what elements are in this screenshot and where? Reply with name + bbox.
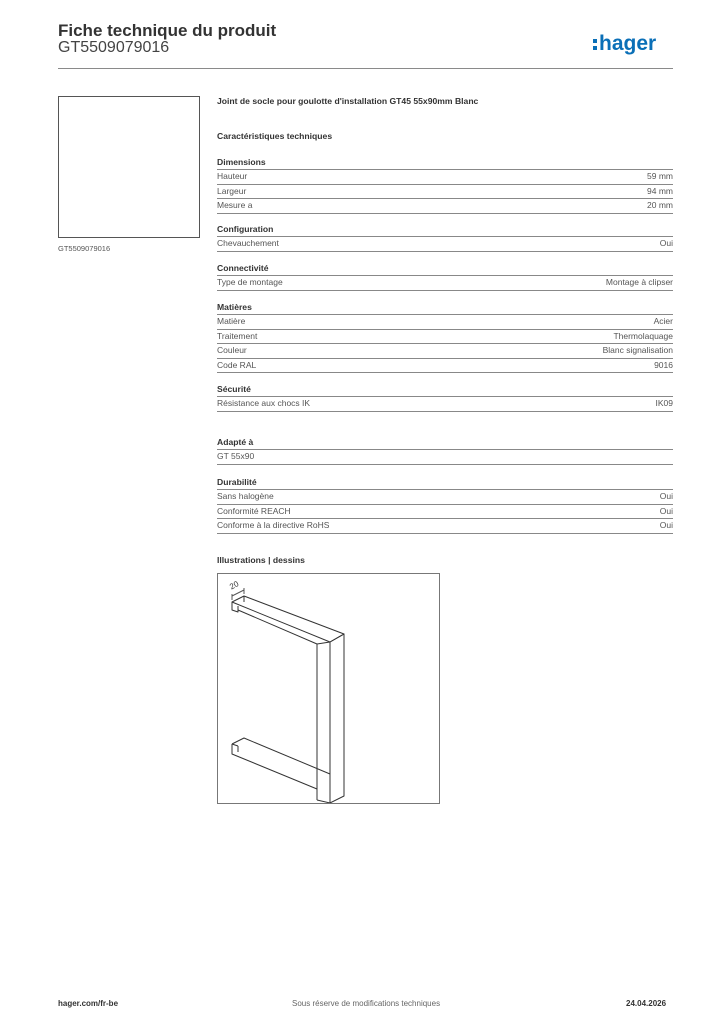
spec-label: Mesure a: [217, 200, 253, 211]
spec-label: Hauteur: [217, 171, 248, 181]
section-title: Dimensions: [217, 157, 266, 167]
spec-value: Blanc signalisation: [602, 345, 673, 356]
product-thumbnail: [58, 96, 200, 238]
spec-label: Type de montage: [217, 277, 283, 287]
joint-drawing: [218, 574, 439, 803]
spec-value: IK09: [655, 398, 673, 408]
section-dimensions: [217, 155, 673, 214]
spec-row: [217, 449, 673, 465]
document-title: Fiche technique du produit: [58, 21, 277, 40]
spec-row: [217, 358, 673, 374]
spec-value: Oui: [659, 520, 673, 531]
technical-drawing: [217, 573, 440, 804]
logo-text: hager: [599, 32, 657, 55]
section-title: Durabilité: [217, 477, 257, 487]
spec-row: [217, 343, 673, 358]
product-reference: GT5509079016: [58, 39, 170, 56]
section-matieres: [217, 300, 673, 373]
spec-label: Couleur: [217, 345, 247, 356]
hager-logo: [592, 30, 674, 58]
section-connectivite: [217, 261, 673, 291]
section-title: Matières: [217, 302, 252, 312]
spec-value: Oui: [659, 505, 673, 516]
spec-label: GT 55x90: [217, 451, 255, 461]
spec-row: [217, 314, 673, 329]
section-configuration: [217, 222, 673, 252]
spec-row: [217, 504, 673, 519]
spec-label: Résistance aux chocs IK: [217, 398, 311, 408]
spec-value: Acier: [653, 316, 673, 326]
spec-value: 20 mm: [647, 200, 673, 211]
spec-label: Matière: [217, 316, 246, 326]
spec-row: [217, 489, 673, 504]
section-adapte: [217, 435, 673, 465]
section-title: Configuration: [217, 224, 274, 234]
footer-date: 24.04.2026: [626, 999, 667, 1008]
spec-value: 9016: [654, 359, 673, 370]
section-durabilite: [217, 475, 673, 534]
spec-label: Conformité REACH: [217, 505, 291, 516]
section-title: Connectivité: [217, 263, 269, 273]
spec-row: [217, 518, 673, 534]
section-title: Adapté à: [217, 437, 254, 447]
spec-row: [217, 236, 673, 252]
spec-label: Traitement: [217, 330, 258, 341]
product-name: Joint de socle pour goulotte d'installation GT45 55x90mm Blanc: [217, 96, 479, 106]
footer-website[interactable]: hager.com/fr-be: [58, 999, 119, 1008]
spec-value: Oui: [659, 491, 673, 501]
spec-label: Sans halogène: [217, 491, 274, 501]
characteristics-heading: Caractéristiques techniques: [217, 131, 333, 141]
spec-row: [217, 198, 673, 214]
spec-row: [217, 184, 673, 199]
illustrations-title: Illustrations | dessins: [217, 555, 305, 565]
dimension-label: 20: [228, 579, 241, 592]
spec-label: Conforme à la directive RoHS: [217, 520, 330, 531]
spec-row: [217, 329, 673, 344]
header-divider: [58, 68, 673, 69]
section-securite: [217, 382, 673, 412]
spec-label: Chevauchement: [217, 238, 279, 248]
section-title: Sécurité: [217, 384, 251, 394]
spec-value: 59 mm: [647, 171, 673, 181]
spec-value: Oui: [659, 238, 673, 248]
spec-value: Thermolaquage: [613, 330, 673, 341]
thumbnail-caption: GT5509079016: [58, 244, 111, 253]
spec-row: [217, 396, 673, 412]
footer-notice: Sous réserve de modifications techniques: [292, 999, 441, 1008]
spec-row: [217, 275, 673, 291]
spec-value: 94 mm: [647, 185, 673, 196]
spec-label: Largeur: [217, 185, 247, 196]
spec-label: Code RAL: [217, 359, 257, 370]
spec-value: Montage à clipser: [605, 277, 673, 287]
spec-row: [217, 169, 673, 184]
